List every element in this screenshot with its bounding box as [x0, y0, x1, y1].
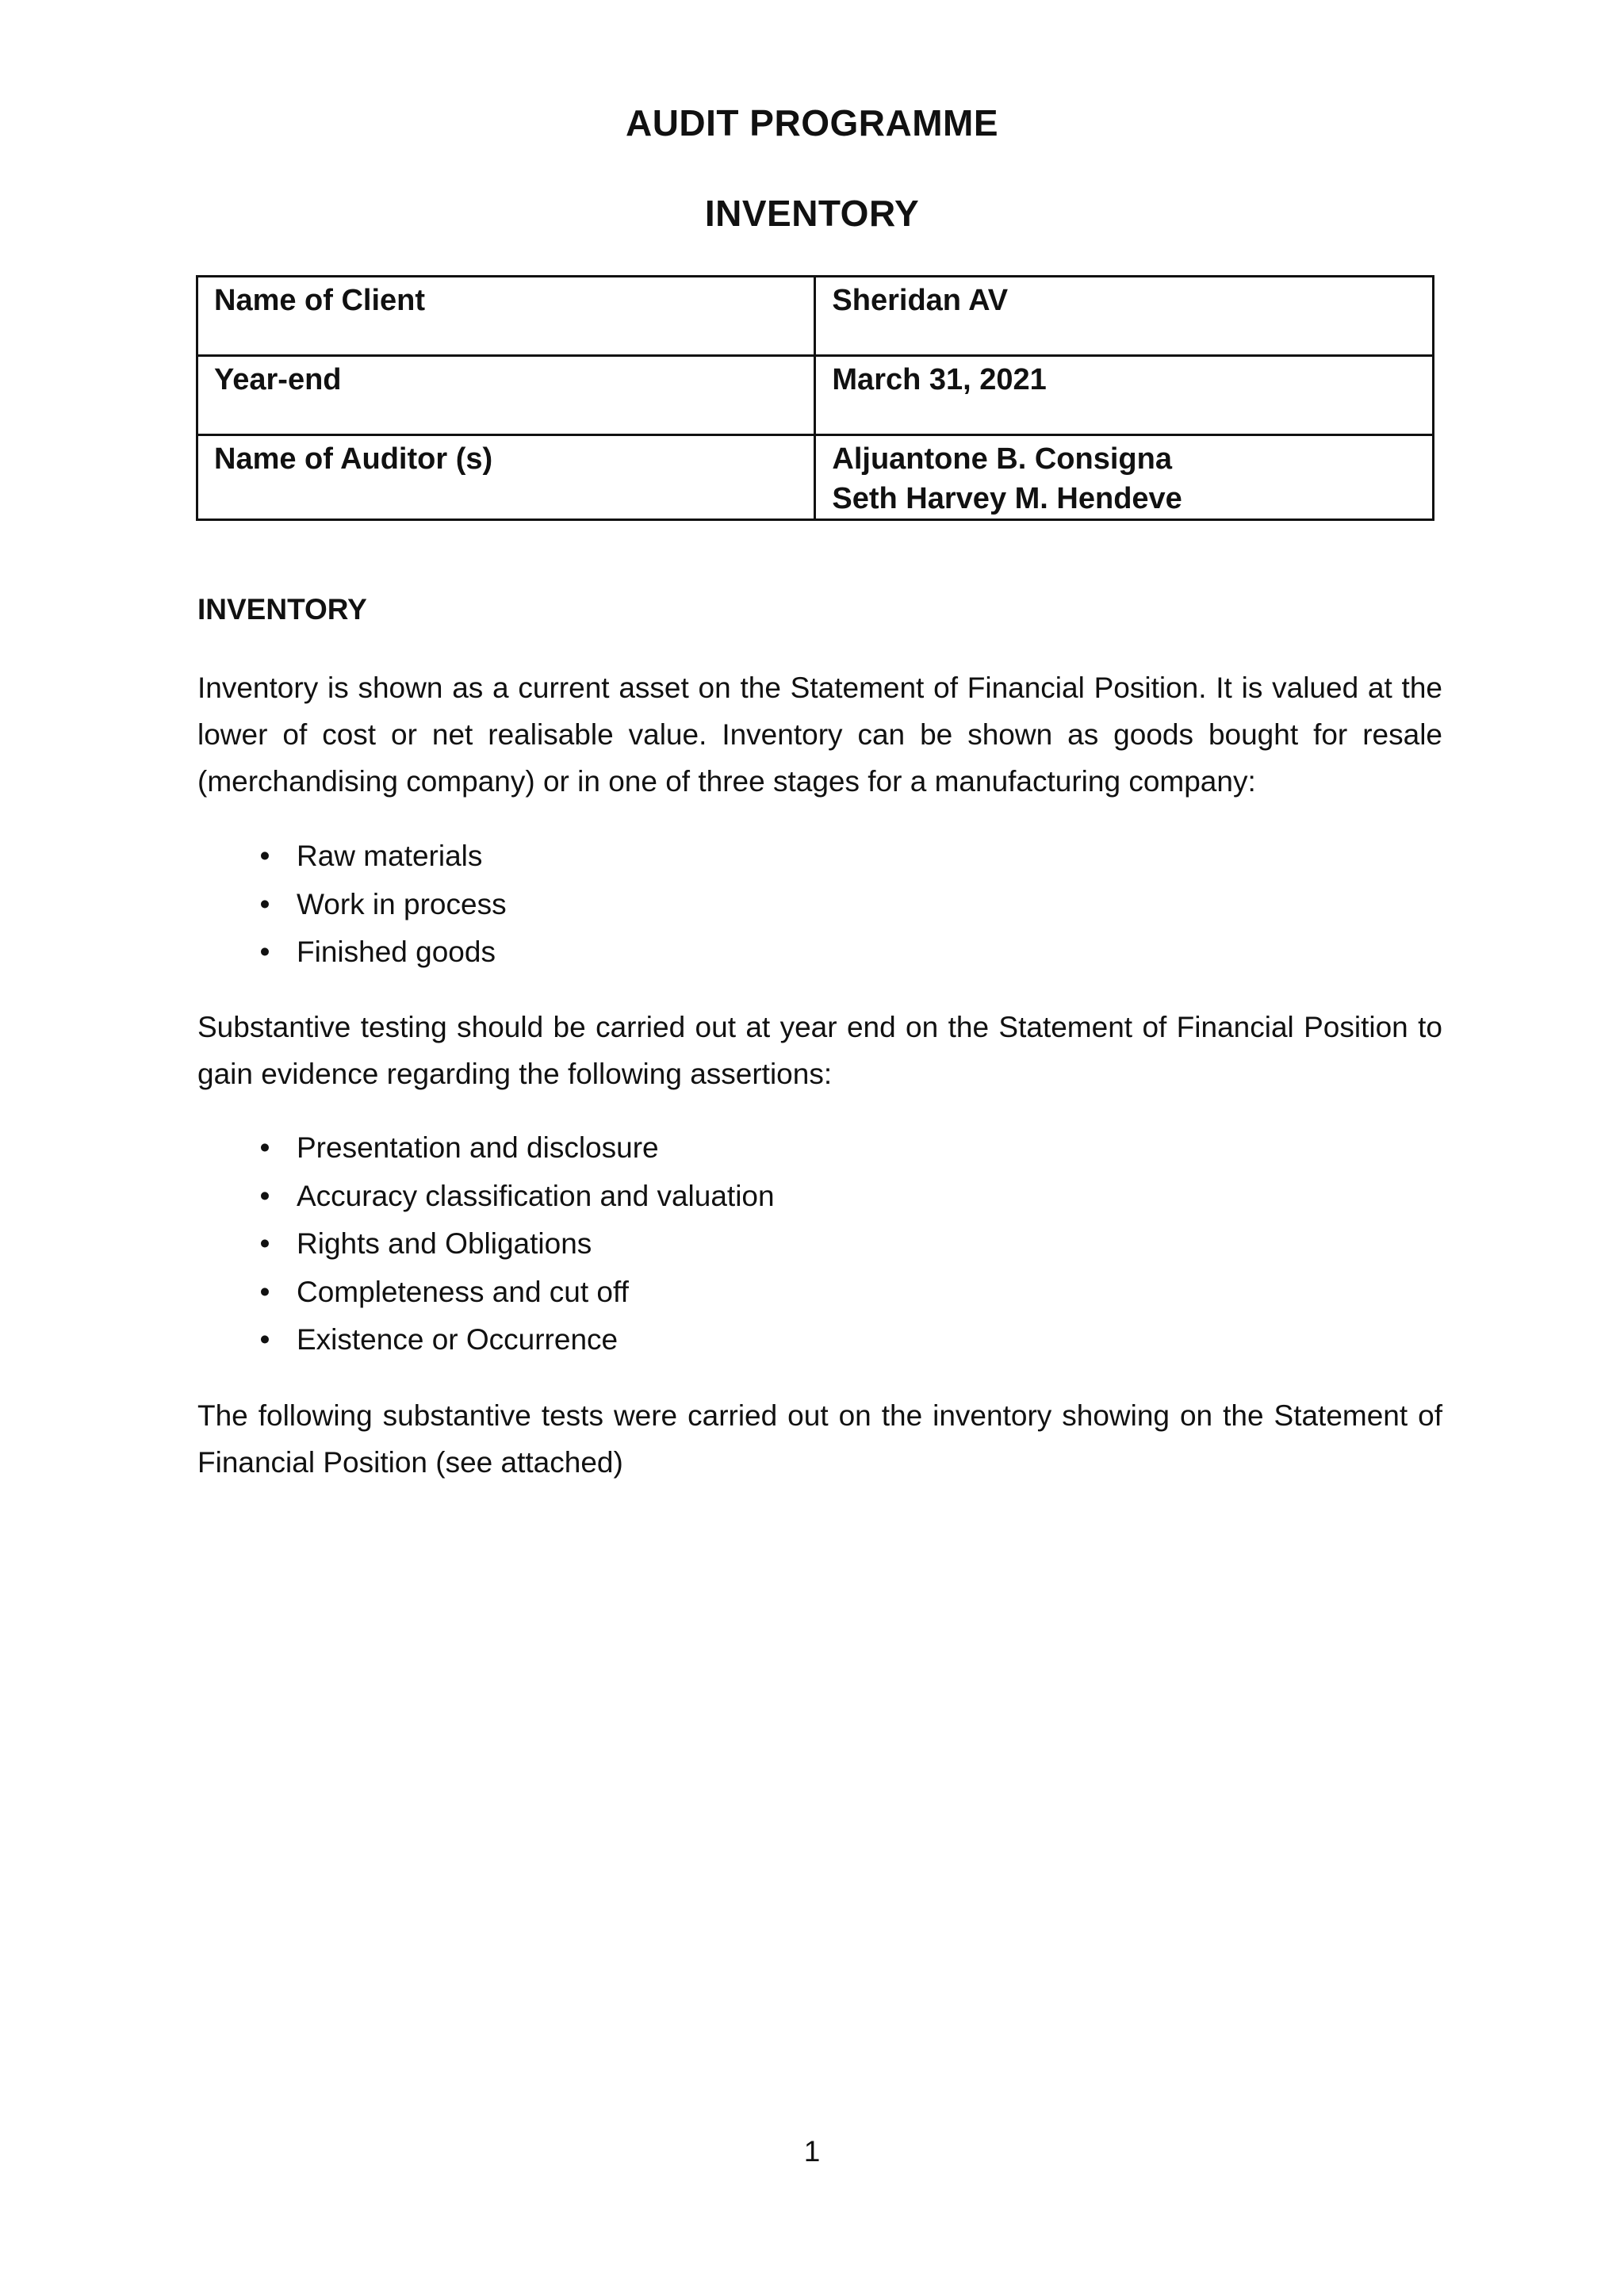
- substantive-tests-paragraph: The following substantive tests were carried out on the inventory showing on the Statement of Financial Position (see attached): [197, 1399, 1442, 1479]
- auditor-name-value: [815, 435, 1434, 520]
- client-name-text: Sheridan AV: [832, 284, 1009, 317]
- list-item-text: Raw materials: [297, 840, 483, 872]
- bullet-icon: •: [259, 840, 270, 872]
- list-item: [197, 1124, 775, 1173]
- auditor-name-2: Seth Harvey M. Hendeve: [832, 482, 1182, 515]
- client-info-table: [196, 275, 1434, 521]
- section-heading: INVENTORY: [197, 593, 367, 626]
- list-item-text: Finished goods: [297, 936, 496, 968]
- client-name-label: Name of Client: [197, 277, 815, 356]
- bullet-icon: •: [259, 887, 270, 920]
- list-item: [197, 1316, 775, 1364]
- assertions-list: [197, 1124, 775, 1364]
- list-item-text: Presentation and disclosure: [297, 1131, 659, 1164]
- bullet-icon: •: [259, 1227, 270, 1260]
- list-item: [197, 832, 507, 881]
- intro-paragraph: Inventory is shown as a current asset on the Statement of Financial Position. It is valued at the lower of cost or net realisable value. Inventory can be shown as goods bought for resale (merchandising company) or in one of three stages for a manufacturing company:: [197, 672, 1442, 798]
- list-item-text: Rights and Obligations: [297, 1227, 592, 1260]
- bullet-icon: •: [259, 936, 270, 968]
- page-number: 1: [803, 2135, 821, 2168]
- bullet-icon: •: [259, 1131, 270, 1164]
- document-subtitle: INVENTORY: [704, 193, 920, 234]
- table-row: [197, 435, 1434, 520]
- table-row: [197, 356, 1434, 435]
- list-item: [197, 928, 507, 977]
- bullet-icon: •: [259, 1179, 270, 1212]
- list-item-text: Existence or Occurrence: [297, 1323, 619, 1356]
- year-end-label: Year-end: [197, 356, 815, 435]
- list-item-text: Work in process: [297, 887, 507, 920]
- inventory-stages-list: [197, 832, 507, 977]
- substantive-testing-paragraph: Substantive testing should be carried out at year end on the Statement of Financial Position to gain evidence regarding the following assertions:: [197, 1011, 1442, 1090]
- document-title: AUDIT PROGRAMME: [625, 102, 999, 144]
- list-item: [197, 1220, 775, 1269]
- list-item: [197, 1269, 775, 1317]
- list-item: [197, 1173, 775, 1221]
- bullet-icon: •: [259, 1275, 270, 1308]
- table-row: [197, 277, 1434, 356]
- list-item-text: Completeness and cut off: [297, 1275, 629, 1308]
- year-end-text: March 31, 2021: [832, 363, 1047, 396]
- auditor-name-label: Name of Auditor (s): [197, 435, 815, 520]
- year-end-value: [815, 356, 1434, 435]
- bullet-icon: •: [259, 1323, 270, 1356]
- client-name-value: [815, 277, 1434, 356]
- auditor-name-1: Aljuantone B. Consigna: [832, 442, 1172, 476]
- list-item-text: Accuracy classification and valuation: [297, 1179, 775, 1212]
- list-item: [197, 881, 507, 929]
